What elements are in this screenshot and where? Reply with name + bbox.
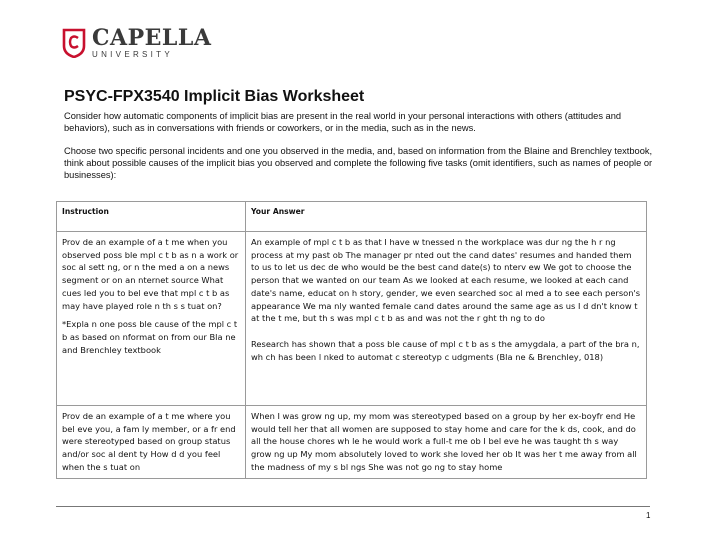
intro-paragraph-2: Choose two specific personal incidents and one you observed in the media, and, based on information from the Blaine and Brenchley textbook, think about possible causes of the implicit bias you observed and complete the following five tasks (omit identifiers, such as names of people or businesses):: [64, 146, 653, 180]
answer-text: An example of mpl c t b as that I have w tnessed n the workplace was dur ng the h r ng process at my past ob The manager pr nted out the cand dates' resumes and handed them to us to let us dec de who would be the best cand date(s) to nterv ew We got to choose the person that we wanted on our team As we looked at each resume, we looked at each cand date's name, educat on h story, gender, we even searched soc al med a to see each person's appearance We ma nly wanted female cand dates around the same age as us I d dn't know t at the t me, but th s was mpl c t b as and was not the r ght th ng to do: [251, 237, 641, 324]
answer-text: When I was grow ng up, my mom was stereotyped based on a group by her ex-boyfr end He would tell her that all women are supposed to stay home and care for the k ds, cook, and do all the house chores wh le he would work a full-t me ob I bel eve he was taught th s way grow ng up My mom absolutely loved to work she loved her ob It was her t me away from all the madness of my s bl ngs She was not go ng to stay home: [251, 411, 637, 472]
instruction-text: Prov de an example of a t me where you bel eve you, a fam ly member, or a fr end were stereotyped based on group status and/or soc al dent ty How d d you feel when the s tuat on: [62, 411, 236, 472]
answer-note: Research has shown that a poss ble cause of mpl c t b as s the amygdala, a part of the bra n, wh ch has been l nked to automat c stereotyp c udgments (Bla ne & Brenchley, 018): [251, 338, 640, 362]
instruction-cell: [57, 232, 246, 406]
table-row: [57, 406, 647, 479]
page-number: 1: [646, 511, 651, 520]
capella-logo: [62, 27, 211, 59]
instruction-note: *Expla n one poss ble cause of the mpl c t b as based on nformat on from our Bla ne and Brenchley textbook: [62, 319, 238, 355]
footer-divider: [56, 506, 650, 507]
answer-cell[interactable]: [246, 406, 647, 479]
column-header-answer: Your Answer: [246, 202, 647, 232]
capella-shield-icon: [62, 28, 86, 58]
table-row: [57, 232, 647, 406]
instruction-cell: [57, 406, 246, 479]
instruction-text: Prov de an example of a t me when you observed poss ble mpl c t b as n a work or soc al sett ng, or n the med a on a news segment or on an nternet source What cues led you to bel eve that mpl c t b as may have played role n th s s tuat on?: [62, 237, 239, 311]
page-title: PSYC-FPX3540 Implicit Bias Worksheet: [64, 88, 365, 105]
worksheet-table: [56, 201, 647, 479]
table-header-row: [57, 202, 647, 232]
intro-paragraph-1: Consider how automatic components of implicit bias are present in the real world in your personal interactions with others (attitudes and behaviors), such as in conversations with friends or coworkers, or in the media, such as in the news.: [64, 111, 622, 133]
logo-subtitle: UNIVERSITY: [92, 50, 174, 59]
column-header-instruction: Instruction: [57, 202, 246, 232]
logo-name: CAPELLA: [92, 25, 212, 51]
answer-cell[interactable]: [246, 232, 647, 406]
